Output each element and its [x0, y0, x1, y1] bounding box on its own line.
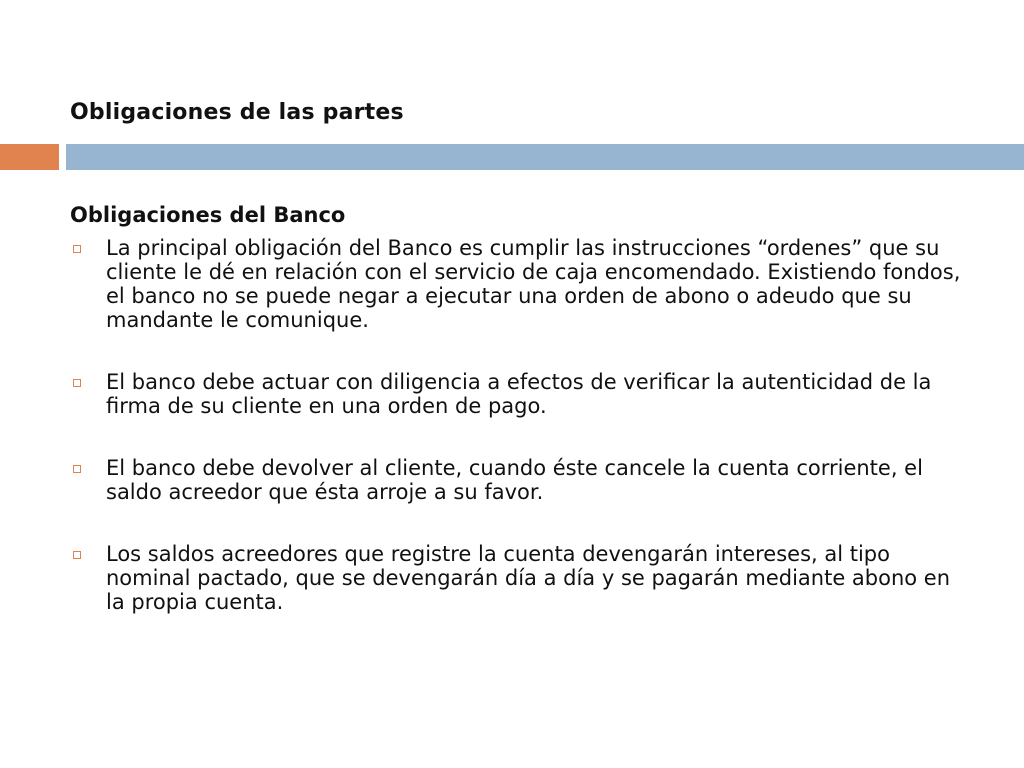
list-item [70, 236, 970, 332]
square-bullet-icon [73, 465, 81, 473]
bullet-list [70, 236, 970, 652]
slide-title: Obligaciones de las partes [70, 100, 404, 125]
square-bullet-icon [73, 245, 81, 253]
list-item [70, 542, 970, 614]
bullet-text: El banco debe actuar con diligencia a efectos de verificar la autenticidad de la firma de su cliente en una orden de pago. [106, 370, 932, 418]
list-item [70, 456, 970, 504]
list-item [70, 370, 970, 418]
bullet-text: Los saldos acreedores que registre la cuenta devengarán intereses, al tipo nominal pactado, que se devengarán día a día y se pagarán mediante abono en la propia cuenta. [106, 542, 951, 614]
bullet-text: El banco debe devolver al cliente, cuando éste cancele la cuenta corriente, el saldo acreedor que ésta arroje a su favor. [106, 456, 923, 504]
section-heading: Obligaciones del Banco [70, 203, 346, 227]
square-bullet-icon [73, 551, 81, 559]
bullet-text: La principal obligación del Banco es cumplir las instrucciones “ordenes” que su cliente le dé en relación con el servicio de caja encomendado. Existiendo fondos, el banco no se puede negar a ejecutar una orden de abono o adeudo que su mandante le comunique. [106, 236, 961, 332]
accent-bar-blue [66, 144, 1024, 170]
accent-bar-orange [0, 144, 59, 170]
square-bullet-icon [73, 379, 81, 387]
